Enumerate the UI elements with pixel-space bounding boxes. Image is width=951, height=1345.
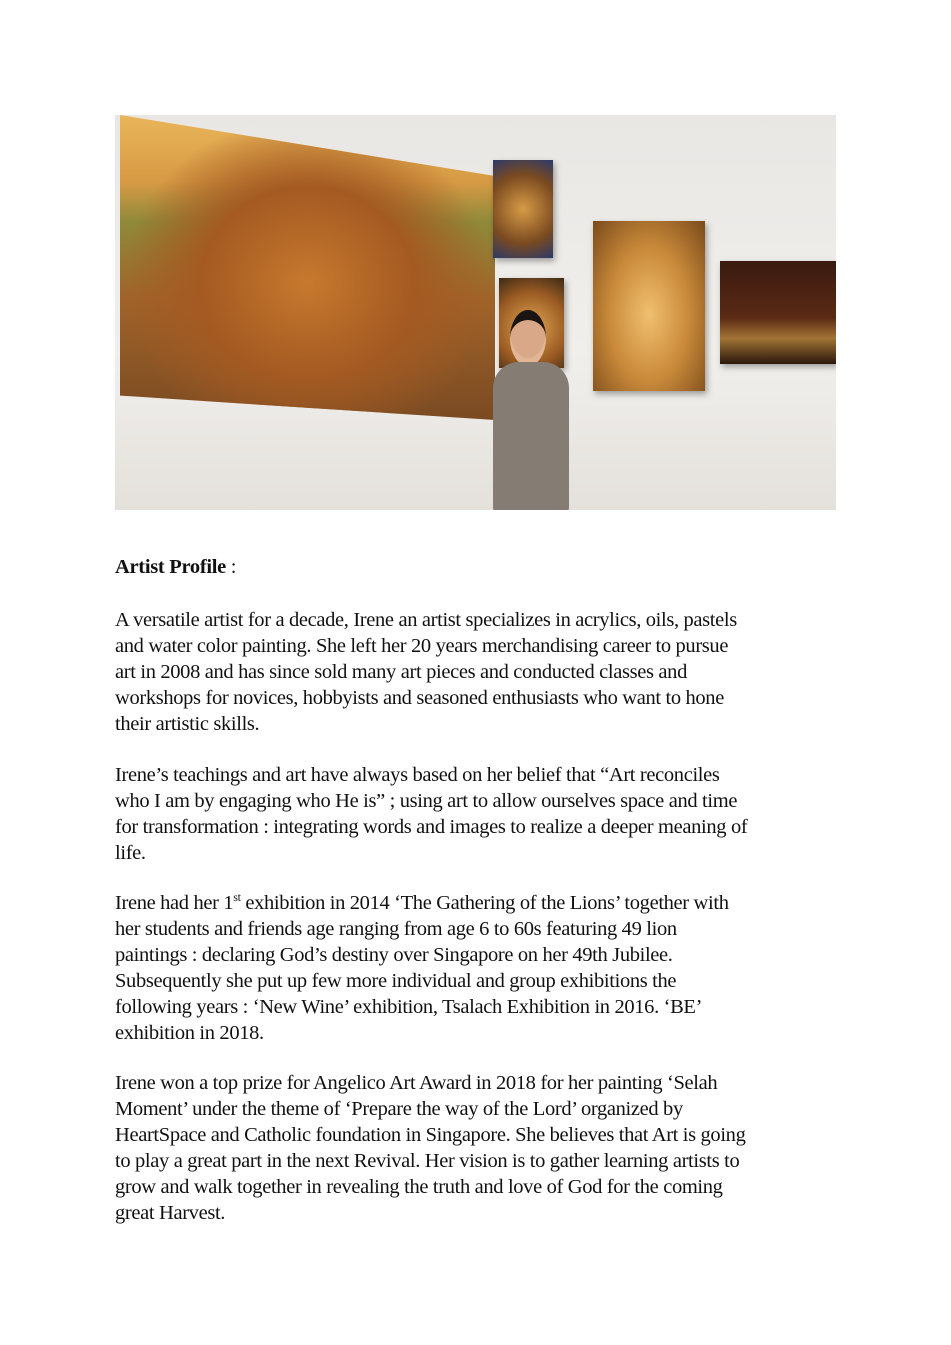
- text-line: and water color painting. She left her 20 years merchandising career to pursue: [115, 635, 729, 657]
- text-line: art in 2008 and has since sold many art pieces and conducted classes and: [115, 661, 687, 683]
- paragraph-exhibitions: [115, 890, 729, 1046]
- resting-lion-painting: [720, 261, 836, 364]
- text-line: Moment’ under the theme of ‘Prepare the way of the Lord’ organized by: [115, 1098, 683, 1120]
- text-line: following years : ‘New Wine’ exhibition, Tsalach Exhibition in 2016. ‘BE’: [115, 996, 703, 1018]
- text-line: who I am by engaging who He is” ; using art to allow ourselves space and time: [115, 790, 738, 812]
- exhibition-photo: [115, 115, 836, 510]
- text-line: for transformation : integrating words and images to realize a deeper meaning of: [115, 816, 748, 838]
- text-line: HeartSpace and Catholic foundation in Singapore. She believes that Art is going: [115, 1124, 746, 1146]
- text-line: exhibition in 2018.: [115, 1022, 264, 1044]
- artist-figure: [485, 310, 575, 510]
- roaring-lion-painting: [493, 160, 553, 258]
- large-lion-painting: [120, 115, 495, 420]
- text-line: workshops for novices, hobbyists and seasoned enthusiasts who want to hone: [115, 687, 724, 709]
- text-line: Irene’s teachings and art have always based on her belief that “Art reconciles: [115, 764, 720, 786]
- text-line: Irene had her 1st exhibition in 2014 ‘The Gathering of the Lions’ together with: [115, 890, 729, 914]
- text-line: grow and walk together in revealing the truth and love of God for the coming: [115, 1176, 723, 1198]
- text-line: their artistic skills.: [115, 713, 260, 735]
- text-line: Irene won a top prize for Angelico Art Award in 2018 for her painting ‘Selah: [115, 1072, 718, 1094]
- paragraph-intro: [115, 607, 737, 737]
- text-line: great Harvest.: [115, 1202, 226, 1224]
- text-line: to play a great part in the next Revival. Her vision is to gather learning artists to: [115, 1150, 740, 1172]
- text-line: A versatile artist for a decade, Irene an artist specializes in acrylics, oils, pastels: [115, 609, 737, 631]
- section-heading: Artist Profile :: [115, 556, 237, 578]
- paragraph-beliefs: [115, 762, 747, 866]
- paragraph-award: [115, 1070, 745, 1226]
- lion-couple-painting: [593, 221, 705, 391]
- text-line: paintings : declaring God’s destiny over Singapore on her 49th Jubilee.: [115, 944, 673, 966]
- text-line: life.: [115, 842, 146, 864]
- text-line: her students and friends age ranging from age 6 to 60s featuring 49 lion: [115, 918, 677, 940]
- text-line: Subsequently she put up few more individual and group exhibitions the: [115, 970, 677, 992]
